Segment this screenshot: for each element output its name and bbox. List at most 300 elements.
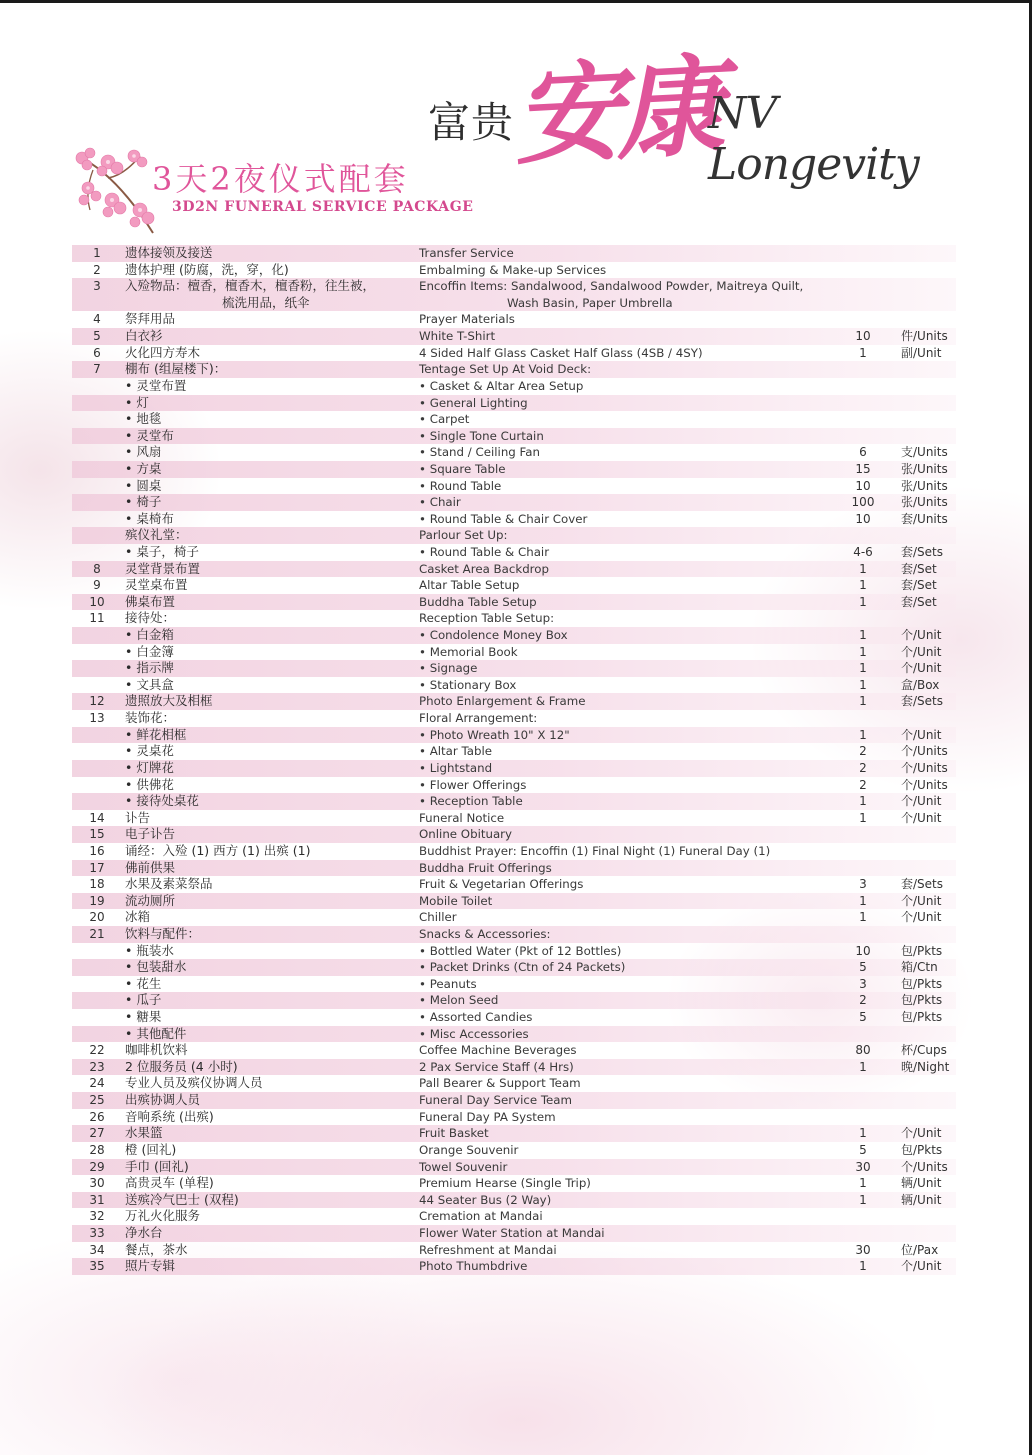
list-item <box>72 311 956 328</box>
item-description-cn: 咖啡机饮料 <box>125 1042 188 1058</box>
item-description-cn: • 指示牌 <box>125 660 174 676</box>
item-number: 11 <box>89 611 105 626</box>
item-quantity: 1 <box>859 561 867 576</box>
item-unit: 件/Units <box>901 329 948 344</box>
item-description-en: • Round Table & Chair Cover <box>419 511 588 526</box>
item-number: 23 <box>89 1059 105 1074</box>
item-description-cn: • 方桌 <box>125 460 162 476</box>
item-quantity: 10 <box>855 329 871 344</box>
item-unit: 套/Sets <box>901 544 944 559</box>
item-unit: 个/Units <box>901 760 948 775</box>
list-item <box>72 1258 956 1275</box>
list-item <box>72 1059 956 1076</box>
item-description-cn: 讣告 <box>125 809 151 825</box>
list-item <box>72 627 956 644</box>
item-description-cn: • 灵堂布 <box>125 427 174 443</box>
item-unit: 盒/Box <box>901 677 940 692</box>
item-unit: 个/Unit <box>901 727 942 742</box>
item-number: 31 <box>89 1192 105 1207</box>
item-number: 29 <box>89 1159 105 1174</box>
item-description-cn: 遗体接领及接送 <box>125 245 213 260</box>
list-item <box>72 727 956 744</box>
item-description-en: • Photo Wreath 10" X 12" <box>419 727 570 742</box>
item-number: 7 <box>93 362 101 377</box>
item-number: 14 <box>89 810 105 825</box>
item-quantity: 5 <box>859 960 867 975</box>
item-unit: 张/Units <box>901 495 948 510</box>
item-description-en: • Square Table <box>419 461 506 476</box>
logo-prefix-cn: 富贵 <box>428 98 515 147</box>
item-description-en: Altar Table Setup <box>419 578 520 593</box>
item-description-en: Coffee Machine Beverages <box>419 1043 577 1058</box>
item-description-cn: 手巾 (回礼) <box>125 1158 189 1174</box>
list-item <box>72 644 956 661</box>
item-quantity: 1 <box>859 677 867 692</box>
item-number: 20 <box>89 910 105 925</box>
item-description-en: • Altar Table <box>419 744 493 759</box>
list-item <box>72 577 956 594</box>
item-description-en: 4 Sided Half Glass Casket Half Glass (4SB / 4SY) <box>419 345 703 360</box>
item-unit: 包/Pkts <box>901 1142 943 1157</box>
item-number: 10 <box>89 594 105 609</box>
item-unit: 个/Units <box>901 777 948 792</box>
item-description-cn-line1: 入殓物品：檀香，檀香木，檀香粉，往生被， <box>125 278 376 294</box>
list-item <box>72 428 956 445</box>
item-quantity: 6 <box>859 445 867 460</box>
item-unit: 套/Sets <box>901 877 944 892</box>
item-description-en: White T-Shirt <box>419 329 496 344</box>
item-unit: 个/Unit <box>901 893 942 908</box>
item-description-en: • Chair <box>419 495 461 510</box>
list-item <box>72 959 956 976</box>
item-description-en: • Bottled Water (Pkt of 12 Bottles) <box>419 943 622 958</box>
item-description-en: • Reception Table <box>419 794 523 809</box>
item-description-cn: • 糖果 <box>125 1009 162 1025</box>
item-number: 13 <box>89 711 105 726</box>
item-description-en: Funeral Day Service Team <box>419 1093 573 1108</box>
item-quantity: 3 <box>859 877 867 892</box>
item-quantity: 1 <box>859 1176 867 1191</box>
item-number: 2 <box>93 262 101 277</box>
item-description-en: Funeral Day PA System <box>419 1109 556 1124</box>
item-description-en: Towel Souvenir <box>419 1159 508 1174</box>
item-description-en: Transfer Service <box>419 246 514 260</box>
item-description-en: Snacks & Accessories: <box>419 927 551 941</box>
item-description-cn: • 花生 <box>125 975 162 991</box>
item-unit: 张/Units <box>901 461 948 476</box>
item-number: 1 <box>93 246 101 260</box>
item-quantity: 3 <box>859 976 867 991</box>
item-description-cn: • 其他配件 <box>125 1025 187 1041</box>
item-quantity: 15 <box>855 461 871 476</box>
item-description-cn: 送殡冷气巴士 (双程) <box>125 1191 239 1207</box>
list-item <box>72 278 956 311</box>
list-item <box>72 1092 956 1109</box>
list-item <box>72 1142 956 1159</box>
item-number: 15 <box>89 827 105 842</box>
item-number: 24 <box>89 1076 105 1091</box>
item-quantity: 1 <box>859 1192 867 1207</box>
item-unit: 个/Units <box>901 1159 948 1174</box>
list-item <box>72 1192 956 1209</box>
item-description-en: Mobile Toilet <box>419 893 493 908</box>
list-item <box>72 909 956 926</box>
item-quantity: 1 <box>859 794 867 809</box>
item-description-cn: 2 位服务员 (4 小时) <box>125 1058 238 1074</box>
item-quantity: 5 <box>859 1010 867 1025</box>
item-description-en: Tentage Set Up At Void Deck: <box>419 362 592 377</box>
item-number: 30 <box>89 1176 105 1191</box>
item-unit: 箱/Ctn <box>901 960 938 975</box>
item-description-en: • Flower Offerings <box>419 777 527 792</box>
item-description-en: Orange Souvenir <box>419 1142 519 1157</box>
list-item <box>72 876 956 893</box>
item-description-en: Prayer Materials <box>419 312 515 327</box>
item-description-en: Premium Hearse (Single Trip) <box>419 1176 591 1191</box>
item-number: 6 <box>93 345 101 360</box>
item-description-cn: 照片专辑 <box>125 1258 176 1274</box>
item-description-cn: 水果及素菜祭品 <box>125 876 213 892</box>
item-unit: 辆/Unit <box>901 1192 942 1207</box>
list-item <box>72 594 956 611</box>
item-description-cn: • 瓶装水 <box>125 942 174 958</box>
item-number: 26 <box>89 1109 105 1124</box>
item-description-cn: • 灵桌花 <box>125 743 174 759</box>
item-number: 28 <box>89 1142 105 1157</box>
item-description-cn: • 供佛花 <box>125 776 174 792</box>
list-item <box>72 760 956 777</box>
item-description-cn: • 风扇 <box>125 444 162 460</box>
item-quantity: 30 <box>855 1242 871 1257</box>
item-unit: 个/Unit <box>901 1126 942 1141</box>
item-unit: 个/Unit <box>901 794 942 809</box>
item-number: 34 <box>89 1242 105 1257</box>
item-description-cn: 殡仪礼堂： <box>125 527 188 543</box>
item-description-cn: • 瓜子 <box>125 992 162 1008</box>
item-unit: 杯/Cups <box>901 1043 947 1058</box>
item-description-en: • Single Tone Curtain <box>419 428 544 443</box>
item-number: 16 <box>89 843 105 858</box>
item-number: 18 <box>89 877 105 892</box>
item-unit: 套/Sets <box>901 694 944 709</box>
item-quantity: 2 <box>859 993 867 1008</box>
list-item <box>72 976 956 993</box>
list-item <box>72 610 956 627</box>
list-item <box>72 395 956 412</box>
item-description-en: Funeral Notice <box>419 810 505 825</box>
item-description-cn: 出殡协调人员 <box>125 1092 201 1108</box>
item-description-cn: 火化四方寿木 <box>125 344 201 360</box>
item-description-cn: 棚布 (组屋楼下)： <box>125 361 227 377</box>
item-unit: 套/Units <box>901 511 948 526</box>
list-item <box>72 1109 956 1126</box>
list-item <box>72 1208 956 1225</box>
item-quantity: 1 <box>859 910 867 925</box>
item-description-cn: 遗照放大及相框 <box>125 693 213 709</box>
list-item <box>72 328 956 345</box>
list-item <box>72 1042 956 1059</box>
item-description-cn: 电子讣告 <box>125 826 176 842</box>
item-description-en: Pall Bearer & Support Team <box>419 1076 581 1091</box>
item-quantity: 2 <box>859 760 867 775</box>
item-description-en: • Round Table <box>419 478 502 493</box>
item-description-en: Photo Enlargement & Frame <box>419 694 586 709</box>
item-number: 9 <box>93 578 101 593</box>
list-item <box>72 378 956 395</box>
item-unit: 个/Unit <box>901 810 942 825</box>
item-description-en <box>419 278 839 311</box>
item-description-cn: • 桌椅布 <box>125 510 174 526</box>
top-border <box>0 0 1032 3</box>
item-description-en: Online Obituary <box>419 827 513 842</box>
item-number: 4 <box>93 312 101 327</box>
item-description-en: • Packet Drinks (Ctn of 24 Packets) <box>419 960 626 975</box>
item-unit: 位/Pax <box>901 1242 939 1257</box>
list-item <box>72 245 956 262</box>
item-description-cn: 佛桌布置 <box>125 593 176 609</box>
item-description-en: • Round Table & Chair <box>419 544 550 559</box>
item-unit: 包/Pkts <box>901 1010 943 1025</box>
item-description-en: Cremation at Mandai <box>419 1209 543 1224</box>
item-description-en: Buddha Table Setup <box>419 594 537 609</box>
item-unit: 个/Unit <box>901 628 942 643</box>
list-item <box>72 494 956 511</box>
list-item <box>72 1026 956 1043</box>
item-quantity: 1 <box>859 727 867 742</box>
item-description-en: Buddhist Prayer: Encoffin (1) Final Night (1) Funeral Day (1) <box>419 843 771 858</box>
item-description-cn: 橙 (回礼) <box>125 1141 177 1157</box>
item-description-cn: • 灯 <box>125 394 149 410</box>
list-item <box>72 1009 956 1026</box>
item-description-en: Fruit & Vegetarian Offerings <box>419 877 584 892</box>
item-description-cn-line2: 梳洗用品，纸伞 <box>222 294 310 310</box>
item-unit: 个/Units <box>901 744 948 759</box>
item-quantity: 1 <box>859 628 867 643</box>
item-number: 21 <box>89 927 105 941</box>
item-quantity: 10 <box>855 478 871 493</box>
item-quantity: 1 <box>859 1259 867 1274</box>
item-unit: 套/Set <box>901 594 937 609</box>
list-item <box>72 561 956 578</box>
item-number: 22 <box>89 1043 105 1058</box>
item-description-cn <box>125 278 415 311</box>
item-unit: 个/Unit <box>901 910 942 925</box>
item-number: 33 <box>89 1225 105 1240</box>
item-quantity: 1 <box>859 345 867 360</box>
list-item <box>72 461 956 478</box>
item-description-cn: • 接待处桌花 <box>125 793 199 809</box>
list-item <box>72 793 956 810</box>
item-unit: 个/Unit <box>901 1259 942 1274</box>
list-item <box>72 843 956 860</box>
list-item <box>72 677 956 694</box>
item-description-en: • Memorial Book <box>419 644 518 659</box>
item-description-cn: 诵经：入殓 (1) 西方 (1) 出殡 (1) <box>125 842 311 858</box>
item-description-en: • Carpet <box>419 412 470 427</box>
list-item <box>72 810 956 827</box>
item-quantity: 1 <box>859 893 867 908</box>
item-description-cn: • 鲜花相框 <box>125 726 187 742</box>
item-description-en: • Misc Accessories <box>419 1026 529 1041</box>
item-number: 25 <box>89 1093 105 1108</box>
item-description-en: Fruit Basket <box>419 1126 489 1141</box>
list-item <box>72 1159 956 1176</box>
item-description-cn: 水果篮 <box>125 1125 163 1141</box>
item-description-cn: • 椅子 <box>125 494 162 510</box>
list-item <box>72 544 956 561</box>
item-unit: 支/Units <box>901 445 948 460</box>
item-quantity: 10 <box>855 943 871 958</box>
item-description-cn: 专业人员及殡仪协调人员 <box>125 1075 263 1091</box>
item-quantity: 10 <box>855 511 871 526</box>
item-description-cn: 音响系统 (出殡) <box>125 1108 214 1124</box>
list-item <box>72 478 956 495</box>
list-item <box>72 893 956 910</box>
item-description-cn: 万礼火化服务 <box>125 1208 201 1224</box>
item-description-en: Refreshment at Mandai <box>419 1242 557 1257</box>
item-description-cn: 高贵灵车 (单程) <box>125 1175 214 1191</box>
item-quantity: 1 <box>859 810 867 825</box>
list-item <box>72 1075 956 1092</box>
item-description-cn: • 白金簿 <box>125 643 174 659</box>
service-item-list <box>72 245 956 1275</box>
item-description-en: Buddha Fruit Offerings <box>419 860 552 875</box>
list-item <box>72 992 956 1009</box>
list-item <box>72 262 956 279</box>
item-description-en: • Casket & Altar Area Setup <box>419 378 584 393</box>
item-unit: 个/Unit <box>901 661 942 676</box>
item-number: 32 <box>89 1209 105 1224</box>
item-description-en: • Peanuts <box>419 976 477 991</box>
item-quantity: 30 <box>855 1159 871 1174</box>
item-unit: 张/Units <box>901 478 948 493</box>
item-unit: 包/Pkts <box>901 943 943 958</box>
item-quantity: 1 <box>859 1059 867 1074</box>
item-description-cn: • 灵堂布置 <box>125 377 187 393</box>
package-title-en: 3D2N FUNERAL SERVICE PACKAGE <box>172 199 474 215</box>
item-number: 27 <box>89 1126 105 1141</box>
item-unit: 副/Unit <box>901 345 942 360</box>
item-quantity: 1 <box>859 644 867 659</box>
item-description-cn: 灵堂桌布置 <box>125 577 188 593</box>
list-item <box>72 860 956 877</box>
item-description-en: Reception Table Setup: <box>419 611 555 626</box>
item-quantity: 4-6 <box>853 544 873 559</box>
item-quantity: 80 <box>855 1043 871 1058</box>
item-description-en: • Condolence Money Box <box>419 628 568 643</box>
item-description-cn: • 地毯 <box>125 411 162 427</box>
list-item <box>72 660 956 677</box>
item-unit: 个/Unit <box>901 644 942 659</box>
item-description-en: Parlour Set Up: <box>419 528 508 543</box>
item-quantity: 5 <box>859 1142 867 1157</box>
item-unit: 包/Pkts <box>901 976 943 991</box>
item-quantity: 1 <box>859 661 867 676</box>
list-item <box>72 1175 956 1192</box>
list-item <box>72 710 956 727</box>
item-number: 35 <box>89 1259 105 1274</box>
item-number: 12 <box>89 694 105 709</box>
list-item <box>72 511 956 528</box>
item-description-en: Floral Arrangement: <box>419 711 538 726</box>
item-quantity: 100 <box>851 495 875 510</box>
item-unit: 套/Set <box>901 561 937 576</box>
item-quantity: 2 <box>859 777 867 792</box>
list-item <box>72 527 956 544</box>
list-item <box>72 345 956 362</box>
logo-main-cn: 安康 <box>510 43 722 181</box>
item-description-cn: 饮料与配件： <box>125 926 201 941</box>
item-number: 8 <box>93 561 101 576</box>
list-item <box>72 1225 956 1242</box>
list-item <box>72 1125 956 1142</box>
item-description-cn: 净水台 <box>125 1224 163 1240</box>
item-number: 19 <box>89 893 105 908</box>
logo-english: NV Longevity <box>708 88 919 190</box>
item-description-en-line2: Wash Basin, Paper Umbrella <box>507 295 673 310</box>
item-unit: 晚/Night <box>901 1059 950 1074</box>
item-description-cn: • 包装甜水 <box>125 959 187 975</box>
item-description-en: • Stand / Ceiling Fan <box>419 445 540 460</box>
item-description-cn: 祭拜用品 <box>125 311 176 327</box>
item-description-en: Flower Water Station at Mandai <box>419 1225 605 1240</box>
item-description-cn: 餐点，茶水 <box>125 1241 188 1257</box>
item-description-cn: • 白金箱 <box>125 627 174 643</box>
list-item <box>72 743 956 760</box>
item-description-cn: 流动厕所 <box>125 892 176 908</box>
list-item <box>72 943 956 960</box>
item-description-cn: 白衣衫 <box>125 328 163 344</box>
item-description-cn: 灵堂背景布置 <box>125 560 201 576</box>
list-item <box>72 777 956 794</box>
item-quantity: 1 <box>859 694 867 709</box>
item-description-en: • Assorted Candies <box>419 1010 533 1025</box>
item-description-cn: 装饰花： <box>125 710 176 726</box>
item-description-en: Embalming & Make-up Services <box>419 262 607 277</box>
item-description-en: Casket Area Backdrop <box>419 561 549 576</box>
item-number: 17 <box>89 860 105 875</box>
list-item <box>72 926 956 943</box>
item-number: 3 <box>93 279 101 294</box>
item-unit: 辆/Unit <box>901 1176 942 1191</box>
item-quantity: 1 <box>859 594 867 609</box>
item-description-en: • Lightstand <box>419 760 493 775</box>
item-description-en: • General Lighting <box>419 395 528 410</box>
item-quantity: 1 <box>859 578 867 593</box>
item-description-en-line1: Encoffin Items: Sandalwood, Sandalwood Powder, Maitreya Quilt, <box>419 279 804 294</box>
item-description-cn: 佛前供果 <box>125 859 176 875</box>
item-description-cn: • 桌子，椅子 <box>125 543 199 559</box>
item-description-cn: • 文具盒 <box>125 676 174 692</box>
item-unit: 包/Pkts <box>901 993 943 1008</box>
item-description-cn: • 圆桌 <box>125 477 162 493</box>
item-quantity: 2 <box>859 744 867 759</box>
item-description-en: 44 Seater Bus (2 Way) <box>419 1192 552 1207</box>
item-description-en: Photo Thumbdrive <box>419 1259 528 1274</box>
list-item <box>72 361 956 378</box>
item-description-en: • Stationary Box <box>419 677 517 692</box>
item-description-cn: 冰箱 <box>125 909 151 925</box>
list-item <box>72 693 956 710</box>
brand-logo <box>428 43 988 192</box>
item-description-en: 2 Pax Service Staff (4 Hrs) <box>419 1059 574 1074</box>
item-description-en: • Signage <box>419 661 478 676</box>
list-item <box>72 826 956 843</box>
item-unit: 套/Set <box>901 578 937 593</box>
item-description-cn: 接待处： <box>125 610 176 626</box>
list-item <box>72 411 956 428</box>
item-description-cn: • 灯牌花 <box>125 759 174 775</box>
